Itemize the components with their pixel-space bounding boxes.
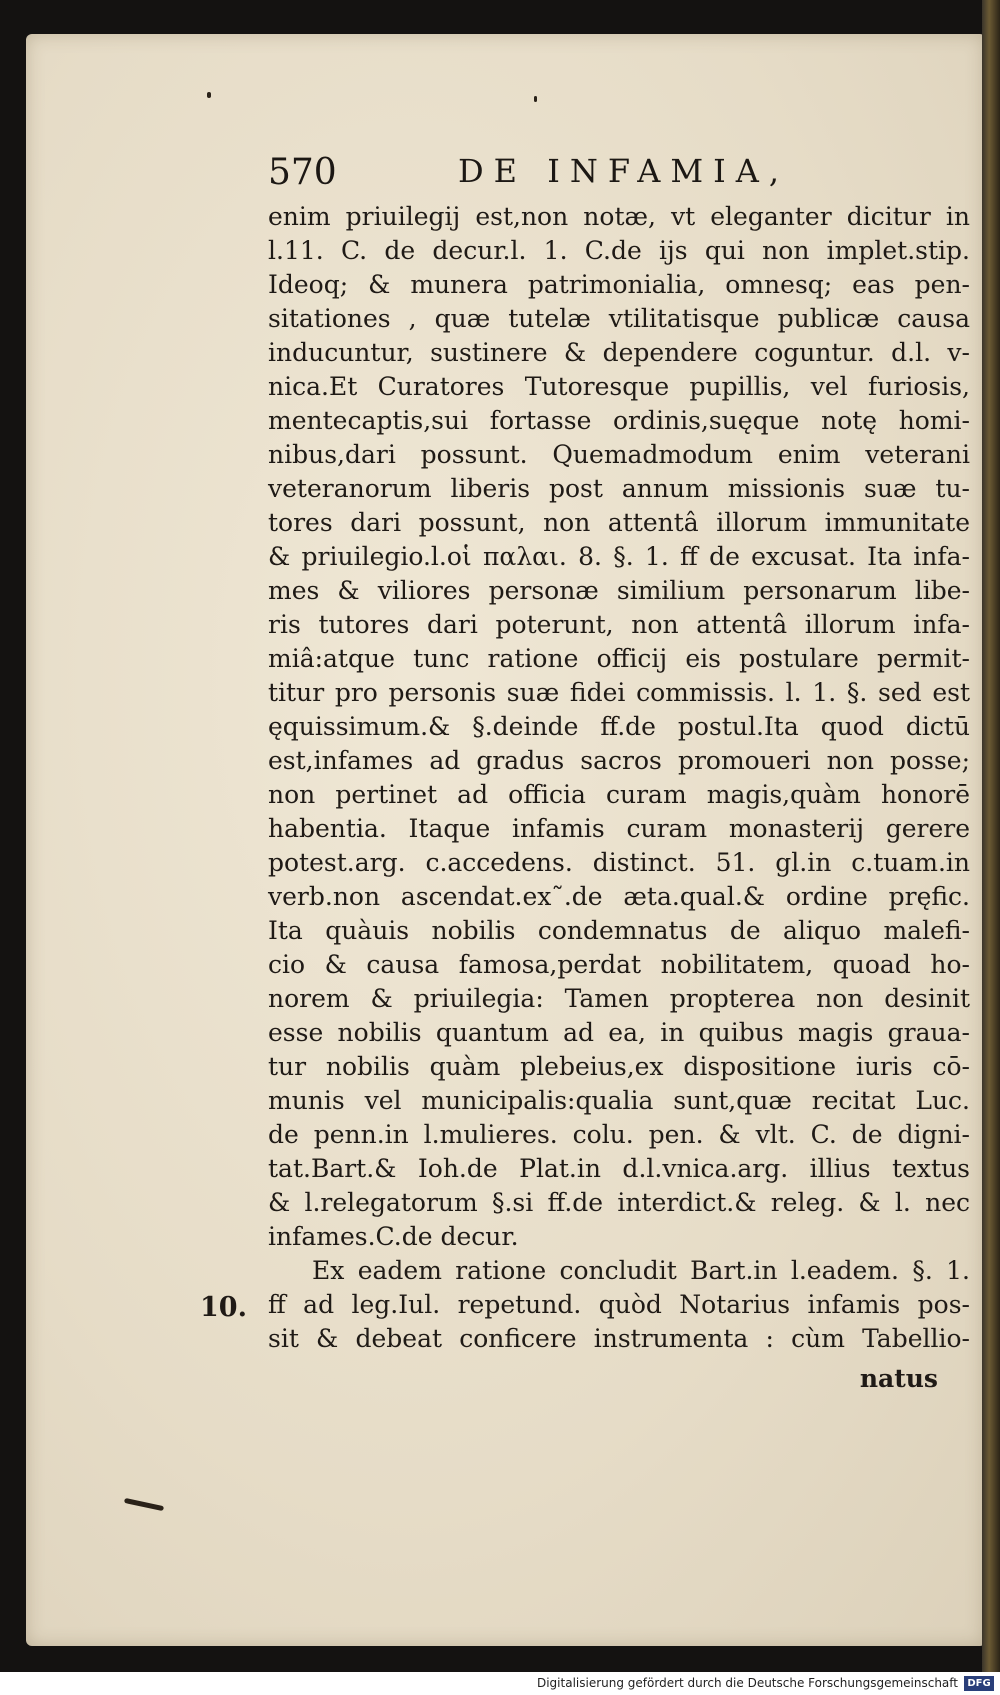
text-line: Ex eadem ratione concludit Bart.in l.eadem. §. 1. [312, 1256, 970, 1285]
text-line: & priuilegio.l.οἱ παλαι. 8. §. 1. ff de excusat. Ita infa- [268, 542, 970, 571]
margin-note: 10. [200, 1292, 247, 1323]
text-line: tat.Bart.& Ioh.de Plat.in d.l.vnica.arg. illius textus [268, 1154, 970, 1183]
text-line: de penn.in l.mulieres. colu. pen. & vlt. C. de digni- [268, 1120, 970, 1149]
catchword: natus [859, 1364, 938, 1393]
paper-speck [534, 96, 537, 102]
text-line: l.11. C. de decur.l. 1. C.de ijs qui non implet.stip. [268, 236, 970, 265]
text-line: mes & viliores personæ similium personarum libe- [268, 576, 970, 605]
page-number: 570 [268, 152, 337, 193]
text-line: norem & priuilegia: Tamen propterea non desinit [268, 984, 970, 1013]
text-line: titur pro personis suæ fidei commissis. l. 1. §. sed est [268, 678, 970, 707]
text-line: tores dari possunt, non attentâ illorum immunitate [268, 508, 970, 537]
text-line: miâ:atque tunc ratione officij eis postulare permit- [268, 644, 970, 673]
text-line: tur nobilis quàm plebeius,ex dispositione iuris cō- [268, 1052, 970, 1081]
text-line: verb.non ascendat.ex˜.de æta.qual.& ordine pręfic. [268, 882, 970, 911]
page-header [268, 152, 928, 192]
text-line: Ita quàuis nobilis condemnatus de aliquo malefi- [268, 916, 970, 945]
text-line: habentia. Itaque infamis curam monasterij gerere [268, 814, 970, 843]
text-line: & l.relegatorum §.si ff.de interdict.& releg. & l. nec [268, 1188, 970, 1217]
text-line: est,infames ad gradus sacros promoueri non posse; [268, 746, 970, 775]
text-line: nica.Et Curatores Tutoresque pupillis, vel furiosis, [268, 372, 970, 401]
text-line: cio & causa famosa,perdat nobilitatem, quoad ho- [268, 950, 970, 979]
text-line: sitationes , quæ tutelæ vtilitatisque publicæ causa [268, 304, 970, 333]
body-text [268, 200, 970, 1356]
paper-speck [207, 92, 211, 98]
text-line: veteranorum liberis post annum missionis suæ tu- [268, 474, 970, 503]
dfg-logo: DFG [964, 1676, 994, 1691]
running-head: DE INFAMIA, [458, 152, 790, 190]
footer-credit: Digitalisierung gefördert durch die Deutsche Forschungsgemeinschaft [536, 1676, 958, 1690]
text-line: non pertinet ad officia curam magis,quàm honorē [268, 780, 970, 809]
text-line: infames.C.de decur. [268, 1222, 519, 1251]
text-line: enim priuilegij est,non notæ, vt eleganter dicitur in [268, 202, 970, 231]
text-line: munis vel municipalis:qualia sunt,quæ recitat Luc. [268, 1086, 970, 1115]
text-line: potest.arg. c.accedens. distinct. 51. gl.in c.tuam.in [268, 848, 970, 877]
text-line: ff ad leg.Iul. repetund. quòd Notarius infamis pos- [268, 1290, 970, 1319]
text-line: Ideoq; & munera patrimonialia, omnesq; eas pen- [268, 270, 970, 299]
text-line: nibus,dari possunt. Quemadmodum enim veterani [268, 440, 970, 469]
text-line: mentecaptis,sui fortasse ordinis,suęque notę homi- [268, 406, 970, 435]
book-spine [982, 0, 1000, 1672]
text-line: inducuntur, sustinere & dependere coguntur. d.l. v- [268, 338, 970, 367]
text-line: esse nobilis quantum ad ea, in quibus magis graua- [268, 1018, 970, 1047]
text-line: ęquissimum.& §.deinde ff.de postul.Ita quod dictū [268, 712, 970, 741]
text-line: sit & debeat conficere instrumenta : cùm Tabellio- [268, 1324, 970, 1353]
text-line: ris tutores dari poterunt, non attentâ illorum infa- [268, 610, 970, 639]
